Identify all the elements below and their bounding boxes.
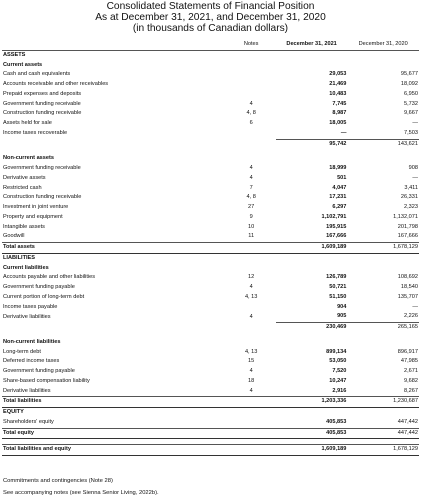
row-notes [227,129,276,139]
row-value-2021: 51,150 [329,293,347,300]
table-row [2,80,419,90]
table-row [2,338,419,348]
row-value-2021: 10,247 [329,377,347,384]
row-notes: 4, 8 [246,110,256,117]
row-value-2020 [347,338,419,348]
row-label: Total equity [2,428,227,439]
table-row [2,397,419,408]
row-value-2021: 6,297 [332,204,347,210]
table-row [2,323,419,333]
row-notes [227,418,276,428]
row-label: Assets held for sale [3,120,52,126]
row-notes: 15 [248,358,255,365]
row-value-2020: 2,323 [404,204,418,210]
row-value-2021: 29,053 [329,71,347,78]
row-value-2020: 5,732 [404,100,418,107]
row-value-2021 [276,408,348,418]
row-label: Property and equipment [3,213,63,220]
row-value-2020: 26,331 [400,194,418,201]
row-value-2021: 899,134 [326,348,347,355]
table-row [2,418,419,428]
row-notes: 4, 13 [244,293,258,300]
row-value-2021: 1,609,189 [276,243,348,254]
row-value-2020: — [412,303,418,310]
row-notes [227,445,276,456]
row-value-2021: 2,916 [332,387,347,394]
row-label: Construction funding receivable [3,194,82,201]
table-row [2,61,419,71]
row-value-2021 [276,253,348,263]
table-row [2,273,419,283]
table-row [2,445,419,456]
row-value-2020: 2,671 [404,368,418,374]
row-value-2021: — [340,129,347,136]
row-label: Prepaid expenses and deposits [3,90,82,97]
row-value-2020 [347,264,419,274]
row-value-2020: 1,678,129 [347,445,419,456]
title-line-1: Consolidated Statements of Financial Position [106,1,315,12]
row-label: Investment in joint venture [3,204,69,210]
table-header-row [2,40,419,50]
row-notes [227,397,276,408]
table-row [2,377,419,387]
row-label: Income taxes payable [3,303,58,310]
row-value-2020: 108,692 [397,274,418,281]
row-notes: 4, 8 [246,194,256,201]
row-notes: 4 [249,313,253,320]
row-value-2020: 9,682 [404,377,418,384]
row-value-2021: 405,853 [276,428,348,439]
row-value-2021: 1,102,791 [321,213,347,220]
row-value-2020: 265,165 [347,323,419,333]
row-label: Derivative assets [3,174,46,181]
row-label [2,323,227,333]
table-row [2,283,419,293]
row-label: Restricted cash [3,184,42,191]
table-row [2,109,419,119]
row-value-2021: 1,609,189 [276,445,348,456]
table-row [2,70,419,80]
row-notes: 4 [249,165,253,171]
table-row [2,293,419,303]
row-value-2020: 47,985 [400,358,418,365]
row-label: Government funding receivable [3,165,81,171]
row-value-2020: 18,540 [400,284,418,290]
row-label: Government funding receivable [3,100,81,107]
table-row [2,367,419,377]
row-label: Government funding payable [3,368,75,374]
row-value-2020 [347,253,419,263]
row-label: Goodwill [3,233,25,240]
row-notes [227,338,276,348]
row-notes: 4 [249,174,253,181]
table-row [2,184,419,194]
row-label: Current assets [3,61,43,68]
row-label: Current portion of long-term debt [3,293,85,300]
row-notes [227,50,276,60]
row-label [2,139,227,149]
row-value-2021: 905 [337,313,347,320]
row-label: Government funding payable [3,284,75,290]
row-notes: 6 [249,120,253,126]
row-notes: 7 [249,184,253,191]
row-label: Total liabilities and equity [2,445,227,456]
row-value-2021: 18,999 [329,165,347,171]
row-label: Total liabilities [2,397,227,408]
row-label: ASSETS [3,51,26,58]
table-row [2,174,419,184]
footer-notes: See accompanying notes (see Sienna Senior Living, 2022b). [3,490,159,496]
row-value-2021: 50,721 [329,284,347,290]
row-value-2020: 2,226 [404,313,418,320]
row-label: Cash and cash equivalents [3,71,71,78]
row-notes [227,303,276,313]
row-label: Construction funding receivable [3,110,82,117]
row-value-2021: 126,789 [326,274,347,281]
row-value-2021: 8,987 [332,110,347,117]
row-value-2021 [276,154,348,164]
row-value-2020: 3,411 [404,184,418,191]
table-row [2,154,419,164]
row-value-2020: 896,917 [397,348,418,355]
table-row [2,243,419,254]
row-notes: 4 [249,387,253,394]
row-value-2021 [276,50,348,60]
row-notes: 9 [249,213,253,220]
row-notes [227,243,276,254]
header-2020: December 31, 2020 [347,40,419,50]
table-row [2,193,419,203]
row-value-2020: 1,132,071 [393,213,418,220]
row-value-2021: 21,469 [329,81,347,87]
row-notes: 4 [249,284,253,290]
row-label: Non-current assets [3,155,54,162]
row-value-2020: 7,503 [404,129,418,136]
row-notes: 4 [249,368,253,374]
row-notes [227,154,276,164]
row-value-2020 [347,408,419,418]
row-label: Long-term debt [3,348,41,355]
row-value-2021: 7,520 [332,368,347,374]
row-value-2020 [347,61,419,71]
row-value-2020: — [412,174,418,181]
row-value-2020: 447,442 [347,428,419,439]
row-value-2021: 17,231 [329,194,347,201]
row-value-2021: 195,915 [326,223,347,230]
row-label: Accounts payable and other liabilities [3,274,96,281]
row-label: Share-based compensation liability [3,377,90,384]
table-row [2,139,419,149]
row-notes [227,139,276,149]
header-notes: Notes [227,40,276,50]
row-value-2021: 53,050 [329,358,347,365]
row-label: Deferred income taxes [3,358,60,365]
row-value-2020: 135,707 [397,293,418,300]
row-value-2020: 9,667 [404,110,418,117]
row-value-2020: 6,950 [404,90,418,97]
row-notes [227,408,276,418]
row-value-2021 [276,338,348,348]
row-value-2021: 18,005 [329,120,347,126]
row-value-2021: 501 [337,174,347,181]
table-row [2,312,419,322]
row-notes: 4, 13 [244,348,258,355]
table-row [2,357,419,367]
row-label: Total assets [2,243,227,254]
row-value-2020: — [412,120,418,126]
row-value-2021: 4,047 [332,184,347,191]
row-value-2020 [347,50,419,60]
row-value-2020: 95,677 [400,71,418,78]
footer-commitments: Commitments and contingencies (Note 28) [3,478,113,484]
row-label: EQUITY [3,409,24,415]
table-row [2,129,419,139]
row-value-2020: 8,267 [404,387,418,394]
row-value-2021: 904 [337,303,347,310]
row-value-2021 [276,61,348,71]
row-value-2021: 1,203,336 [276,397,348,408]
row-notes: 27 [248,204,255,210]
table-row [2,119,419,129]
table-row [2,213,419,223]
row-value-2020: 167,666 [397,233,418,240]
row-value-2021: 230,469 [276,323,348,333]
row-label: LIABILITIES [3,254,36,261]
financial-position-table [2,40,419,456]
table-row [2,223,419,233]
row-value-2021: 10,483 [329,90,347,97]
row-notes [227,428,276,439]
table-row [2,164,419,174]
table-row [2,50,419,60]
row-label: Intangible assets [3,223,45,230]
row-label: Income taxes recoverable [3,130,68,136]
row-value-2021 [276,264,348,274]
row-value-2020: 18,092 [400,81,418,87]
header-2021: December 31, 2021 [276,40,348,50]
table-row [2,90,419,100]
row-label: Accounts receivable and other receivables [3,81,109,87]
title-line-3: (in thousands of Canadian dollars) [132,23,289,34]
row-notes [227,61,276,71]
table-row [2,203,419,213]
row-notes [227,323,276,333]
row-value-2020 [347,154,419,164]
row-value-2021: 95,742 [276,139,348,149]
title-line-2: As at December 31, 2021, and December 31, 2020 [95,12,326,23]
row-value-2020: 447,442 [397,418,418,425]
row-notes: 18 [248,377,255,384]
table-row [2,264,419,274]
row-value-2021: 405,853 [326,418,347,425]
table-row [2,408,419,418]
row-value-2020: 201,798 [397,223,418,230]
row-label: Derivative liabilities [3,387,51,394]
row-notes: 11 [248,233,255,240]
row-notes: 4 [249,100,253,107]
row-value-2020: 143,621 [347,139,419,149]
table-row [2,348,419,358]
table-row [2,232,419,242]
row-notes [227,264,276,274]
table-row [2,100,419,110]
row-label: Non-current liabilities [3,338,61,345]
header-label [2,40,227,50]
row-value-2020: 1,230,687 [347,397,419,408]
row-notes [227,70,276,80]
table-row [2,387,419,397]
row-notes [227,90,276,100]
row-value-2021: 7,745 [332,100,347,107]
row-value-2020: 908 [408,165,418,171]
row-notes: 12 [248,274,255,281]
row-value-2021: 167,666 [326,233,347,240]
table-row [2,253,419,263]
row-label: Shareholders' equity [3,418,54,425]
table-row [2,428,419,439]
row-label: Derivative liabilities [3,313,51,320]
row-notes [227,253,276,263]
row-value-2020: 1,678,129 [347,243,419,254]
row-notes: 10 [248,223,255,230]
table-row [2,303,419,313]
row-notes [227,80,276,90]
statement-title [0,0,421,34]
row-label: Current liabilities [3,264,49,271]
